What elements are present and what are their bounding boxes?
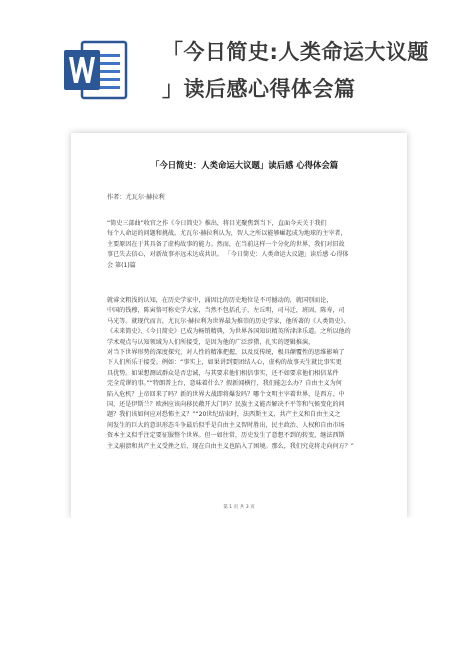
text-line: 国，还是伊斯兰？欧洲应该向移民敞开大门吗？民族主义能否解决不平等和气候变化的问 xyxy=(107,401,345,409)
text-line: 每个人命运的问题和挑战。尤瓦尔·赫拉利认为，智人之所以能够崛起成为地球的主宰者， xyxy=(107,230,347,238)
text-line: 主要原因在于其具备了虚构故事的能力。然而，在当前这样一个分化的世界，我们对旧故 xyxy=(107,240,345,248)
text-line: 主义崩溃和共产主义受挫之后，现在自由主义也陷入了困境。那么，我们究竟将走向何方？” xyxy=(107,442,354,450)
text-line: 事已失去信心，对新故事亦远未达成共识。 「今日简史：人类命运大议题」读后感 心得体 xyxy=(107,251,349,259)
header-banner xyxy=(0,0,474,128)
text-line: 完全荒谬的事。”“特朗普上台，意味着什么？假新闻横行，我们能怎么办？自由主义为何 xyxy=(107,380,342,388)
text-line: 马光等。就现代而言，尤瓦尔·赫拉利为世界最为推崇的历史学家，他所著的《人类简史》、 xyxy=(107,317,350,325)
paragraph-1 xyxy=(107,219,371,271)
word-document-icon xyxy=(62,38,130,102)
text-line: 就睿文粗浅的认知，在历史学家中，涌因比的历史地位是不可撼动的，就国别而论， xyxy=(107,297,333,304)
header-title-line-1: 「今日简史:人类命运大议题 xyxy=(162,40,429,64)
text-line: 陷入危机？上帝回来了吗？新的世界大战即将爆发吗？哪个文明主宰着世界，是西方、中 xyxy=(107,390,345,398)
document-page xyxy=(71,133,407,518)
text-line: 《未来简史》、《今日简史》已成为畅销精典，为世界各国知识精英所津津乐道。之所以他的 xyxy=(107,328,351,336)
text-line: 下人们所乐于接受。例如：“事实上，如果讲到要团结人心，虚构的故事天生就比事实更 xyxy=(107,359,342,367)
text-line: “简史三部曲”收官之作《今日简史》推出，将目光聚焦到当下，直面今天关于我们 xyxy=(107,220,327,227)
text-line: 中国的钱穆，陈寅恪可称史学大家，当然不包括孔子，左丘明，司马迁，班固，陈寿，司 xyxy=(107,307,345,315)
text-line: 对当下世界形势的深度探究，对人性的精准把握，以及反传统，极具颠覆性的思维影响了 xyxy=(107,349,345,357)
document-title: 「今日简史：人类命运大议题」读后感 心得体会篇 xyxy=(151,160,339,170)
page-number: 第 1 页 共 3 页 xyxy=(223,505,255,510)
text-line: 学术观点与认知领域为人们所接受，是因为他的广泛涉猎，扎实的逻辑推演， xyxy=(107,338,315,346)
document-author: 作者：尤瓦尔·赫拉利 xyxy=(107,194,165,201)
text-line: 题？我们该如何应对恐怖主义？”“20世纪结束时，法西斯主义、共产主义和自由主义之 xyxy=(107,411,341,419)
text-line: 资本主义似乎注定要征服整个世界。但一如往常，历史发生了意想不到的转变，继法西斯 xyxy=(107,432,345,440)
text-line: 具优势。如果想测试群众是否忠诚，与其要求他们相信事实，还不如要求他们相信某件 xyxy=(107,369,339,377)
blank-area xyxy=(0,518,474,669)
header-title xyxy=(162,34,462,108)
paragraph-2 xyxy=(107,296,371,452)
header-title-line-2: 」读后感心得体会篇 xyxy=(162,77,356,101)
text-line: 会 第(1)篇 xyxy=(107,261,136,269)
text-line: 间发生的巨大的意识形态斗争最后似乎是自由主义智时胜出，民主政治、人权和自由市场 xyxy=(107,421,345,429)
